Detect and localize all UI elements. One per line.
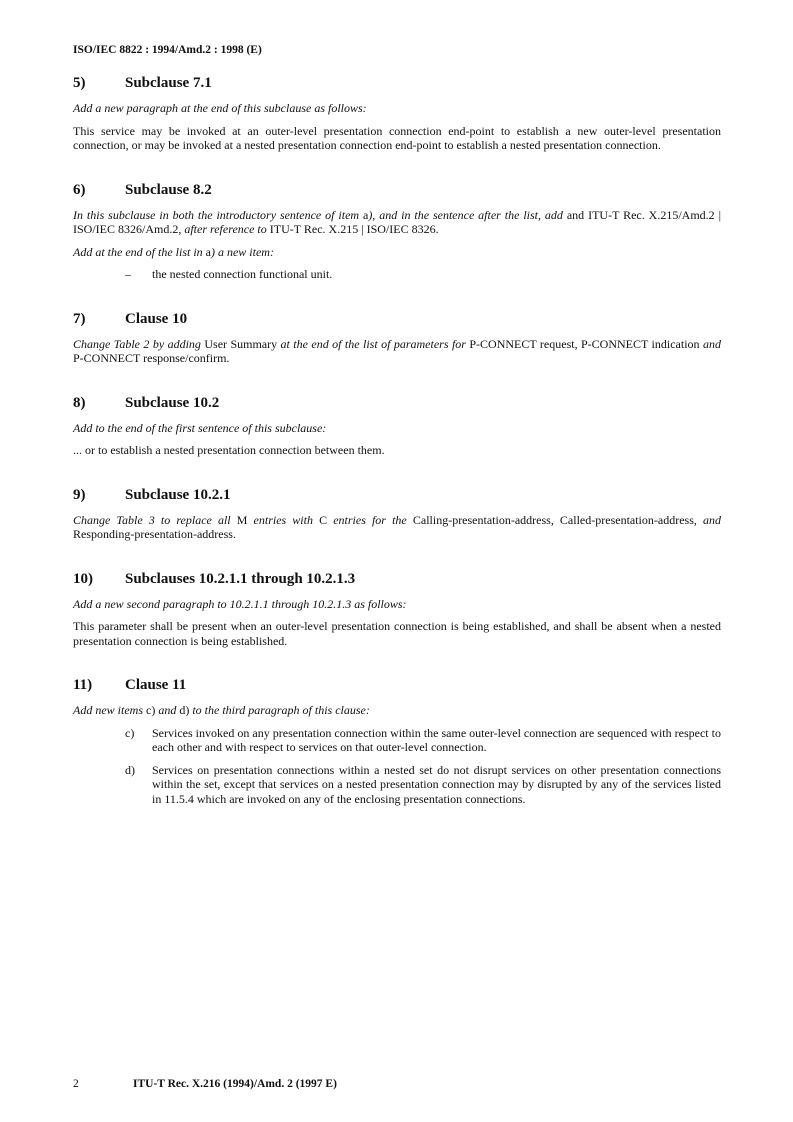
instruction	[73, 337, 721, 366]
instruction-text: Add new items	[73, 703, 146, 717]
list-item	[125, 726, 721, 755]
section-7	[73, 310, 721, 366]
instruction-text: ), and in the sentence after the list, add	[368, 207, 567, 222]
instruction-text: , after reference to	[178, 222, 270, 236]
section-title: Subclause 10.2	[125, 394, 220, 411]
instruction-ref: d)	[179, 703, 193, 717]
instruction-ref: ITU-T Rec. X.215 | ISO/IEC 8326.	[269, 222, 439, 236]
instruction-ref: a	[362, 207, 369, 222]
instruction-text: ) a new item:	[210, 244, 274, 259]
instruction-ref: P-CONNECT request, P-CONNECT indication	[469, 336, 703, 351]
section-heading	[73, 676, 721, 694]
instruction: Add a new paragraph at the end of this subclause as follows:	[73, 101, 367, 115]
page-footer	[73, 1077, 337, 1092]
section-heading	[73, 570, 721, 588]
section-6	[73, 181, 721, 282]
instruction-text: Change Table 2 by adding	[73, 336, 205, 351]
instruction	[73, 513, 721, 542]
section-title: Subclause 8.2	[125, 181, 212, 198]
instruction-ref: C	[319, 512, 328, 527]
dash-marker: –	[125, 267, 131, 281]
section-11	[73, 676, 721, 806]
instruction-text: entries with	[247, 512, 320, 527]
section-heading	[73, 74, 721, 92]
instruction	[73, 703, 721, 718]
section-title: Subclauses 10.2.1.1 through 10.2.1.3	[125, 570, 356, 587]
instruction: Add to the end of the first sentence of this subclause:	[73, 420, 327, 435]
item-text: Services invoked on any presentation connection within the same outer-level connection are sequenced with respect to each other and with respect to services on that outer-level connection.	[152, 725, 721, 754]
section-title: Clause 11	[125, 677, 187, 693]
body-paragraph: This parameter shall be present when an outer-level presentation connection is being established, and shall be absent when a nested presentation connection is being established.	[73, 619, 721, 648]
body-paragraph: This service may be invoked at an outer-level presentation connection end-point to establish a new outer-level presentation connection, or may be invoked at a nested presentation connection end-point to establish a nested presentation connection.	[73, 123, 721, 152]
footer-reference: ITU-T Rec. X.216 (1994)/Amd. 2 (1997 E)	[133, 1078, 337, 1090]
item-list	[125, 726, 721, 807]
instruction-text: at the end of the list of parameters for	[277, 336, 470, 351]
section-number: 6)	[73, 181, 86, 198]
instruction-ref: Responding-presentation-address.	[73, 527, 236, 541]
body-paragraph: ... or to establish a nested presentation connection between them.	[73, 443, 385, 457]
section-number: 10)	[73, 570, 93, 587]
item-label: c)	[125, 725, 135, 740]
section-title: Subclause 10.2.1	[125, 486, 231, 503]
section-heading	[73, 310, 721, 328]
section-10	[73, 570, 721, 649]
section-title: Clause 10	[125, 310, 188, 327]
instruction	[73, 208, 721, 237]
list-item	[125, 763, 721, 807]
instruction-text: Change Table 3 to replace all	[73, 512, 237, 527]
instruction-ref: P-CONNECT response/confirm.	[73, 351, 230, 365]
instruction	[73, 245, 721, 260]
list-item-text: the nested connection functional unit.	[152, 267, 333, 281]
section-number: 8)	[73, 394, 86, 411]
instruction-ref: a	[205, 244, 211, 259]
instruction-ref: Calling-presentation-address, Called-presentation-address,	[412, 512, 703, 527]
section-number: 7)	[73, 310, 86, 327]
section-8	[73, 394, 721, 458]
instruction-text: and	[702, 512, 721, 527]
document-body	[73, 74, 721, 814]
section-5	[73, 74, 721, 153]
instruction-text: to the third paragraph of this clause:	[192, 703, 370, 717]
item-text: Services on presentation connections within a nested set do not disrupt services on other presentation connections within the set, except that services on a nested presentation connection may by disrupted by any of the services listed in 11.5.4 which are invoked on any of the enclosing presentation connections.	[152, 762, 721, 806]
instruction-ref: User Summary	[204, 336, 278, 351]
instruction: Add a new second paragraph to 10.2.1.1 through 10.2.1.3 as follows:	[73, 596, 407, 611]
section-heading	[73, 486, 721, 504]
section-number: 5)	[73, 75, 86, 91]
instruction-ref: c)	[146, 703, 159, 717]
section-9	[73, 486, 721, 542]
list-item	[125, 267, 721, 282]
page-number: 2	[73, 1078, 79, 1090]
section-number: 9)	[73, 486, 86, 503]
instruction-ref: and ITU-T Rec. X.215/Amd.2 | ISO/IEC 8326/Amd.2	[73, 207, 721, 236]
instruction-text: and	[158, 703, 180, 717]
instruction-text: entries for the	[327, 512, 413, 527]
instruction-ref: M	[236, 512, 248, 527]
section-heading	[73, 394, 721, 412]
instruction-text: and	[702, 336, 721, 351]
section-heading	[73, 181, 721, 199]
item-label: d)	[125, 762, 135, 777]
running-header: ISO/IEC 8822 : 1994/Amd.2 : 1998 (E)	[73, 44, 262, 56]
instruction-text: In this subclause in both the introductory sentence of item	[73, 207, 363, 222]
section-title: Subclause 7.1	[125, 75, 212, 91]
instruction-text: Add at the end of the list in	[73, 244, 206, 259]
section-number: 11)	[73, 677, 93, 693]
